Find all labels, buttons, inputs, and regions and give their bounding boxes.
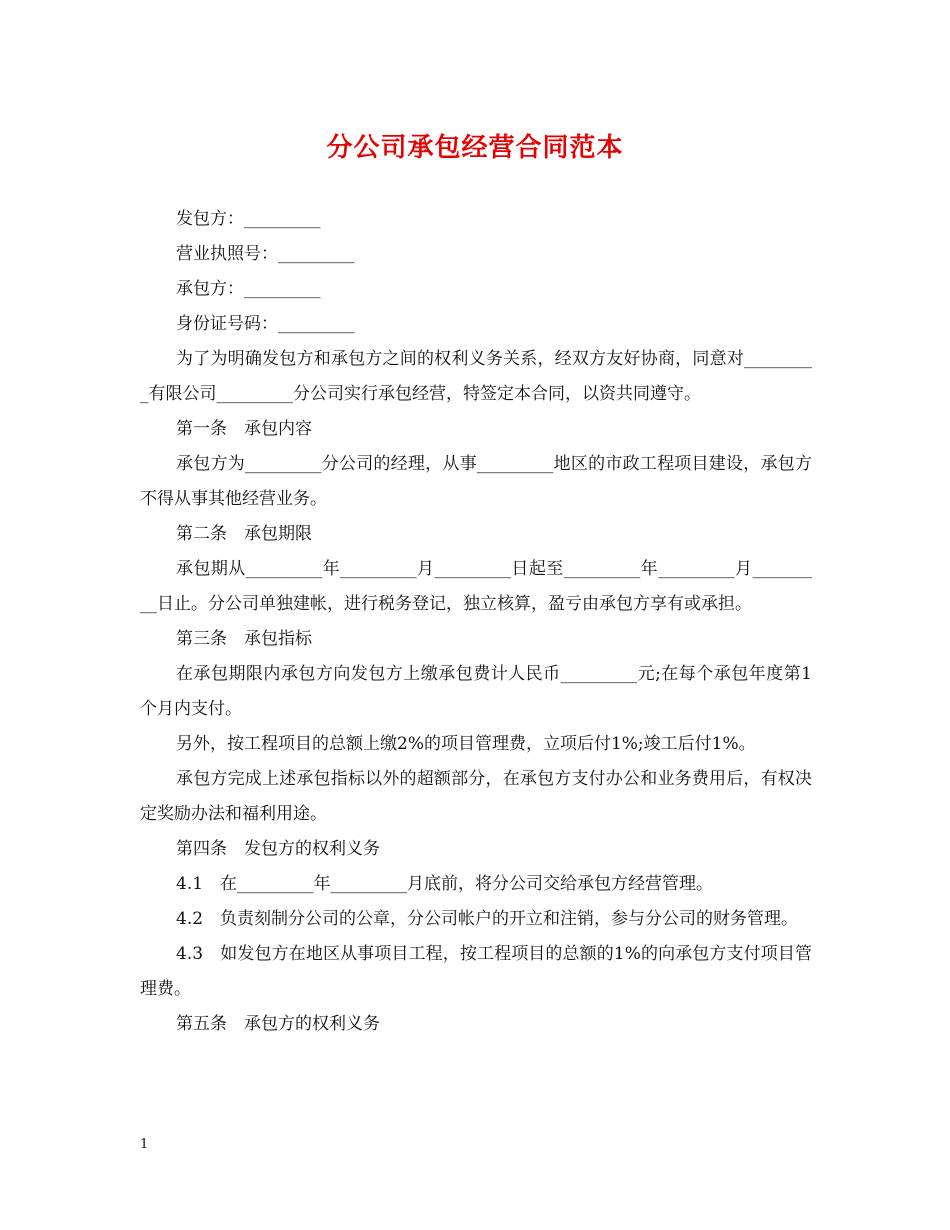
party-b-line: 承包方：_________ bbox=[176, 279, 321, 299]
article-1-paragraph: 承包方为_________分公司的经理，从事_________地区的市政工程项目建设，承包方不得从事其他经营业务。 bbox=[140, 454, 812, 509]
article-3-heading: 第三条 承包指标 bbox=[176, 629, 312, 649]
article-3-paragraph-2: 另外，按工程项目的总额上缴2%的项目管理费，立项后付1%;竣工后付1%。 bbox=[176, 734, 756, 754]
article-3-paragraph-1: 在承包期限内承包方向发包方上缴承包费计人民币_________元;在每个承包年度第1个月内支付。 bbox=[140, 664, 812, 719]
article-1-heading: 第一条 承包内容 bbox=[176, 419, 312, 439]
id-number-line: 身份证号码：_________ bbox=[176, 314, 355, 334]
preamble-paragraph: 为了为明确发包方和承包方之间的权利义务关系，经双方友好协商，同意对_________有限公司_________分公司实行承包经营，特签定本合同，以资共同遵守。 bbox=[140, 349, 812, 404]
clause-4-2: 4.2 负责刻制分公司的公章，分公司帐户的开立和注销，参与分公司的财务管理。 bbox=[176, 909, 799, 929]
article-5-heading: 第五条 承包方的权利义务 bbox=[176, 1014, 380, 1034]
clause-4-3: 4.3 如发包方在地区从事项目工程，按工程项目的总额的1%的向承包方支付项目管理费。 bbox=[140, 944, 812, 999]
document-body bbox=[140, 202, 812, 1042]
article-2-heading: 第二条 承包期限 bbox=[176, 524, 312, 544]
party-a-line: 发包方：_________ bbox=[176, 209, 321, 229]
article-4-heading: 第四条 发包方的权利义务 bbox=[176, 839, 380, 859]
article-3-paragraph-3: 承包方完成上述承包指标以外的超额部分，在承包方支付办公和业务费用后，有权决定奖励办法和福利用途。 bbox=[140, 769, 812, 824]
article-2-paragraph: 承包期从_________年_________月_________日起至_________年_________月_________日止。分公司单独建帐，进行税务登记，独立核算，盈亏由承包方享有或承担。 bbox=[140, 559, 812, 614]
clause-4-1: 4.1 在_________年_________月底前，将分公司交给承包方经营管理。 bbox=[176, 874, 714, 894]
business-license-line: 营业执照号：_________ bbox=[176, 244, 355, 264]
page-number: 1 bbox=[140, 1137, 149, 1152]
document-title: 分公司承包经营合同范本 bbox=[326, 133, 624, 163]
